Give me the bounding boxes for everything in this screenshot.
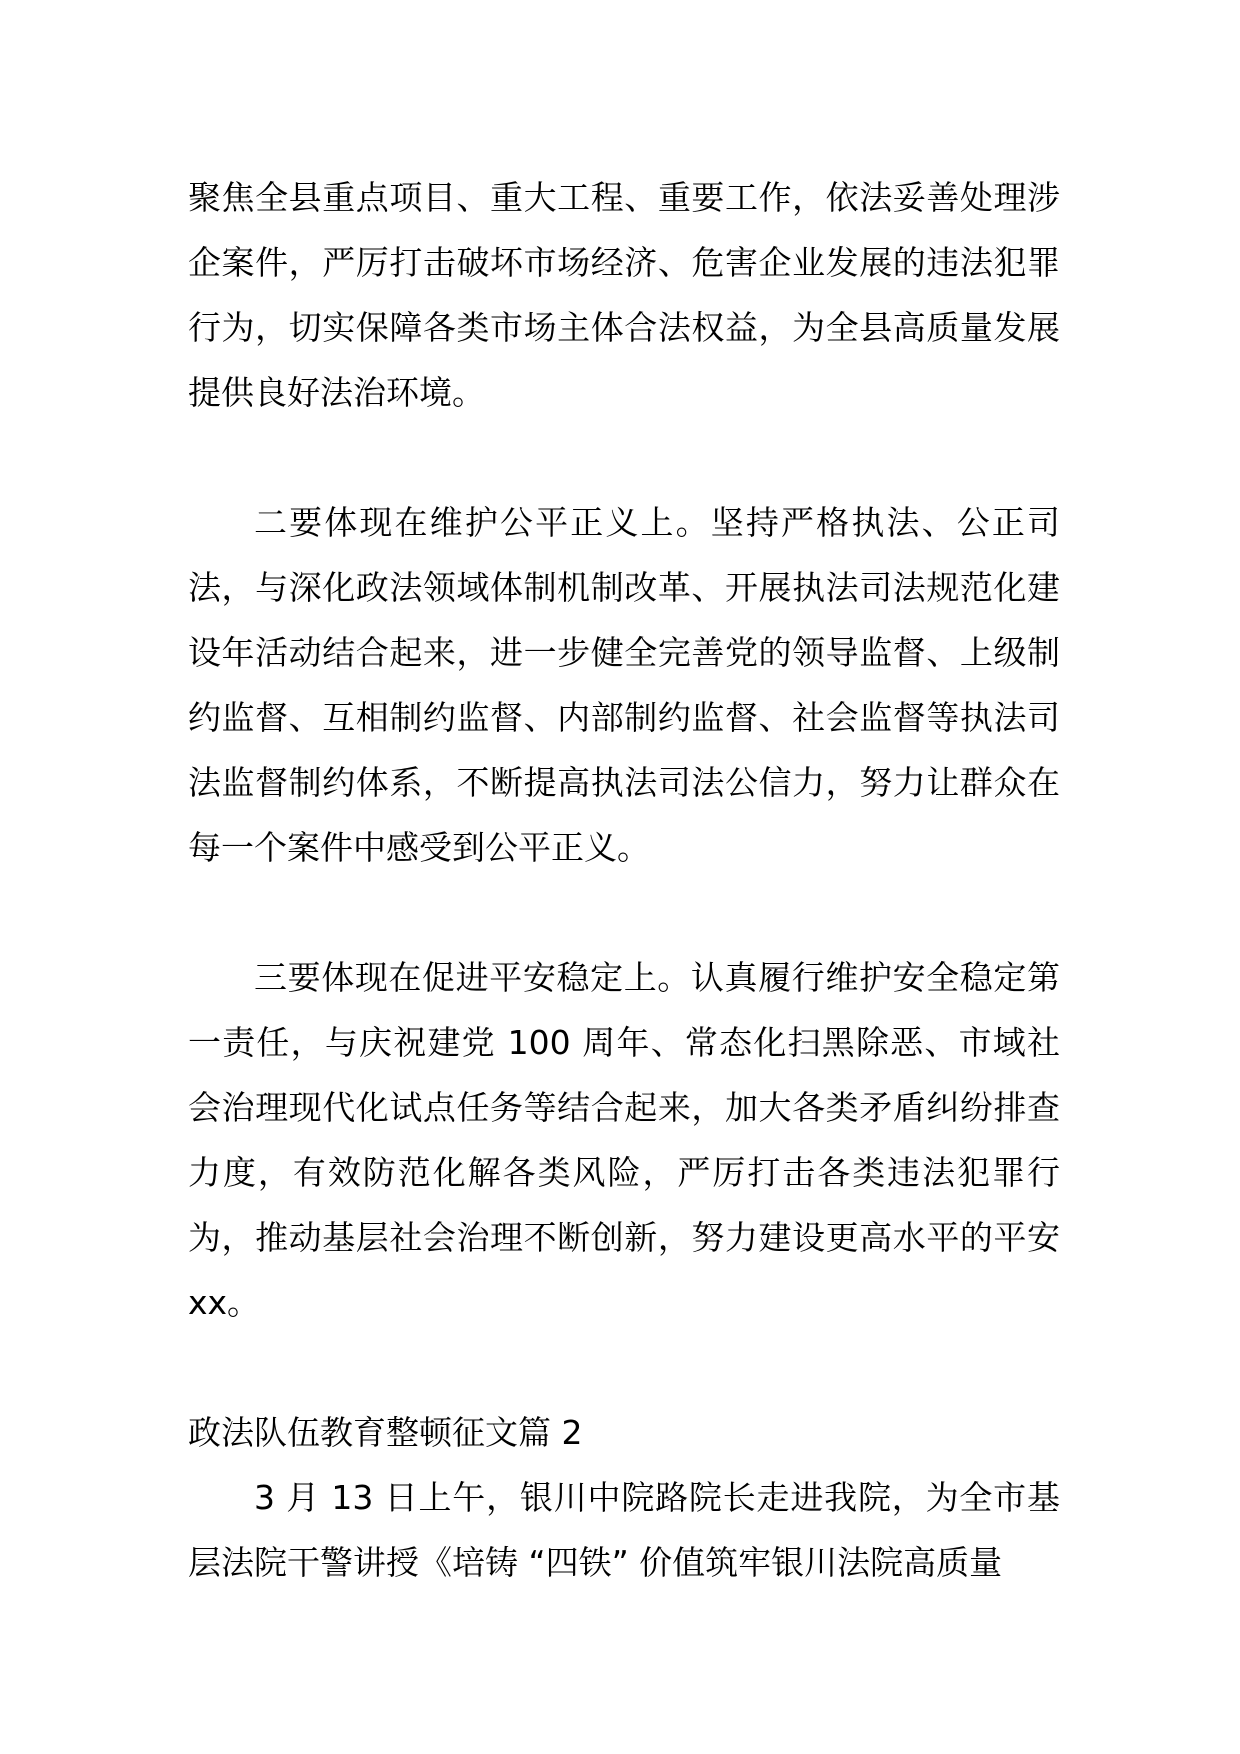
section-heading: 政法队伍教育整顿征文篇 2 [188,1413,583,1452]
paragraph-stability: 三要体现在促进平安稳定上。认真履行维护安全稳定第一责任，与庆祝建党 100 周年、常态化扫黑除恶、市域社会治理现代化试点任务等结合起来，加大各类矛盾纠纷排查力度，有效防范化解各类风险，严厉打击各类违法犯罪行为，推动基层社会治理不断创新，努力建设更高水平的平安 xx。 [188,958,1060,1322]
document-body [188,165,1060,1595]
paragraph-fairness: 二要体现在维护公平正义上。坚持严格执法、公正司法，与深化政法领域体制机制改革、开展执法司法规范化建设年活动结合起来，进一步健全完善党的领导监督、上级制约监督、互相制约监督、内部制约监督、社会监督等执法司法监督制约体系，不断提高执法司法公信力，努力让群众在每一个案件中感受到公平正义。 [188,503,1060,867]
section-paragraph: 3 月 13 日上午，银川中院路院长走进我院，为全市基层法院干警讲授《培铸 “四铁” 价值筑牢银川法院高质量 [188,1478,1060,1582]
paragraph-spacer [188,425,1060,490]
paragraph-spacer [188,880,1060,945]
paragraph-spacer [188,1335,1060,1400]
paragraph-continuation: 聚焦全县重点项目、重大工程、重要工作，依法妥善处理涉企案件，严厉打击破坏市场经济、危害企业发展的违法犯罪行为，切实保障各类市场主体合法权益，为全县高质量发展提供良好法治环境。 [188,178,1060,412]
